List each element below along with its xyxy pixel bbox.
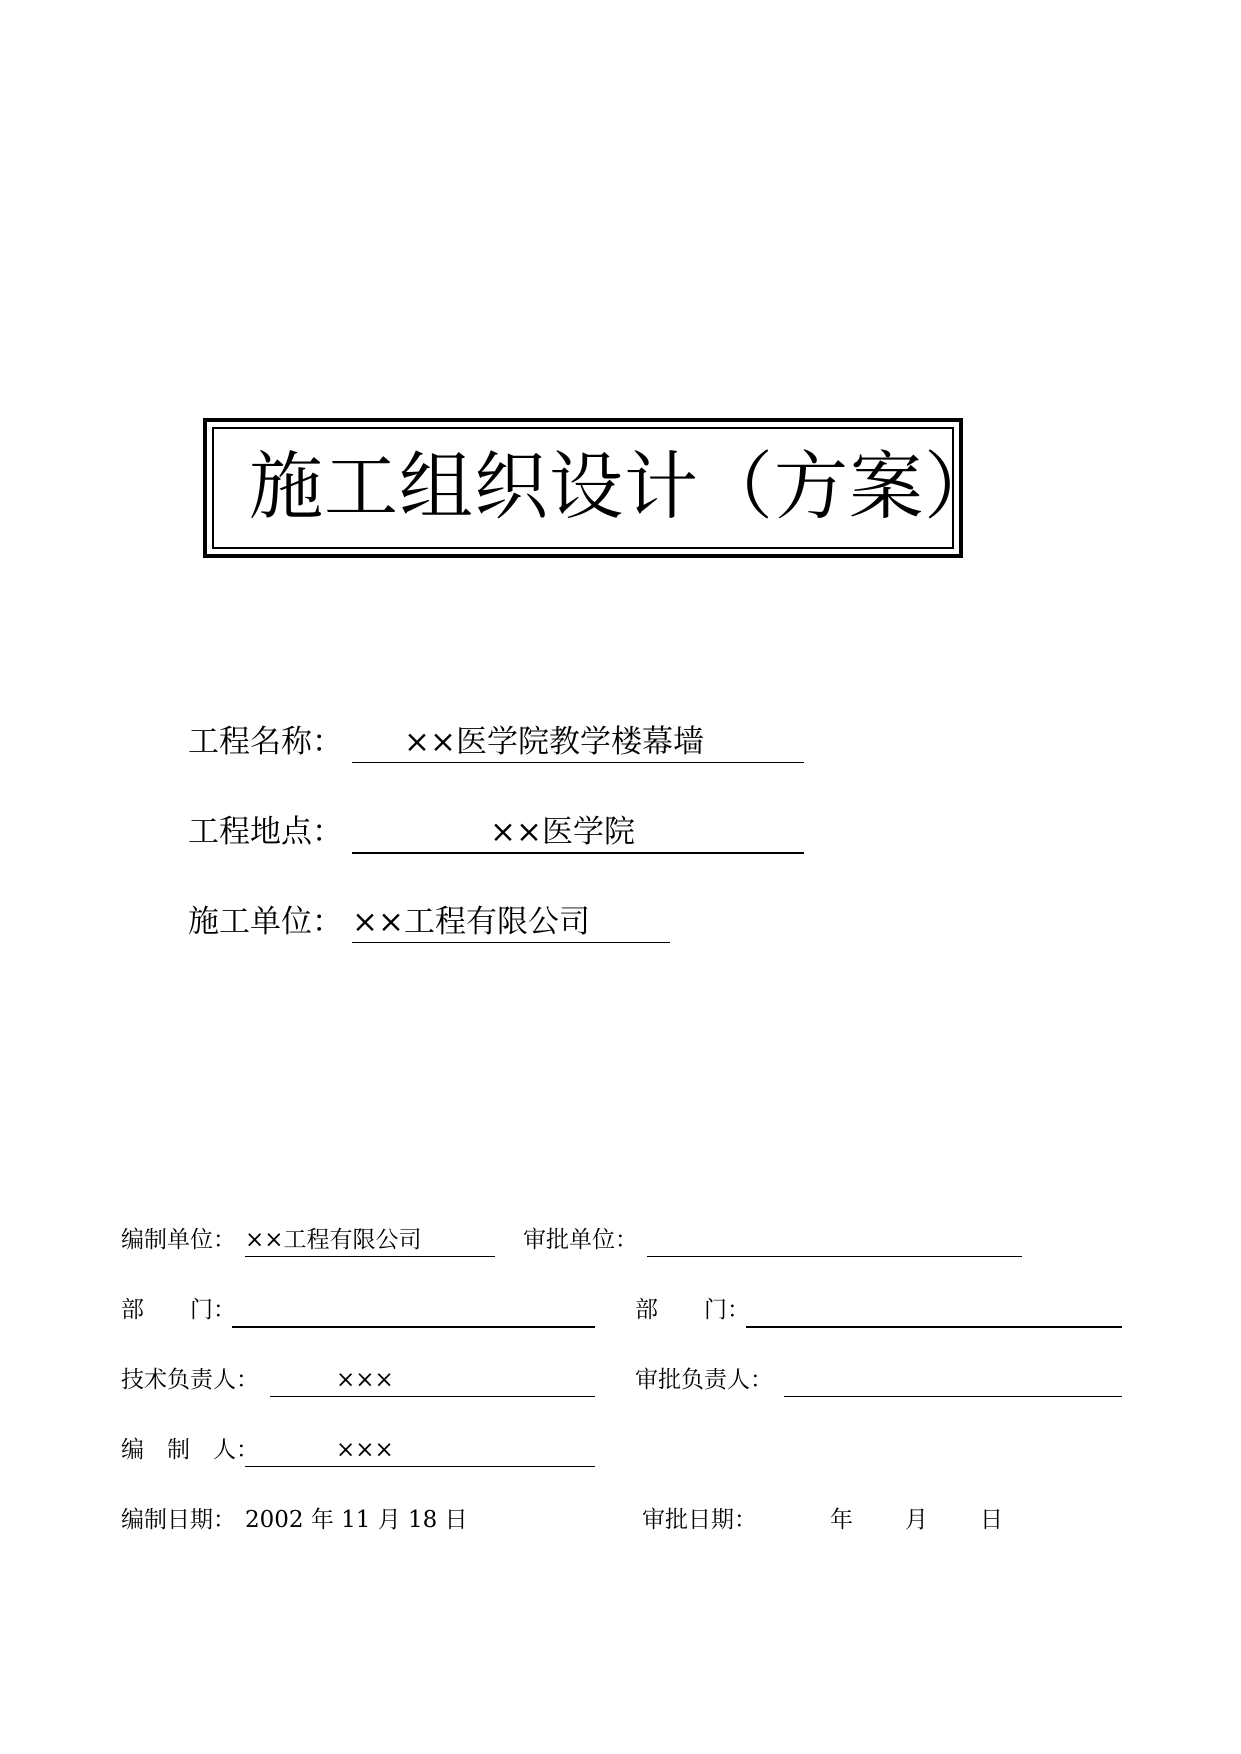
prep-unit-underline: [245, 1256, 495, 1257]
project-name-label: 工程名称：: [188, 724, 343, 760]
contractor-value: ××工程有限公司: [352, 904, 590, 940]
tech-lead-label: 技术负责人：: [121, 1367, 259, 1393]
dept-label-left: 部 门：: [121, 1297, 236, 1323]
prep-date-value: 2002 年 11 月 18 日: [245, 1507, 468, 1533]
approve-date-year: 年: [830, 1507, 853, 1533]
approve-lead-label: 审批负责人：: [635, 1367, 773, 1393]
approve-date-day: 日: [980, 1507, 1003, 1533]
project-location-row: [188, 812, 635, 852]
dept-label-right: 部 门：: [635, 1297, 750, 1323]
title-box: [203, 418, 999, 558]
document-title: 施工组织设计（方案）: [249, 444, 999, 530]
approve-lead-underline: [784, 1396, 1122, 1397]
dept-left-underline: [232, 1326, 595, 1328]
preparer-underline: [245, 1466, 595, 1467]
dept-right-underline: [746, 1326, 1122, 1328]
contractor-label: 施工单位：: [188, 904, 343, 940]
prep-unit-value: ××工程有限公司: [245, 1227, 422, 1253]
project-location-field: [352, 812, 804, 854]
approve-unit-underline: [647, 1256, 1022, 1257]
contractor-row: [188, 902, 590, 942]
project-location-label: 工程地点：: [188, 814, 343, 850]
project-name-value: ××医学院教学楼幕墙: [404, 724, 704, 760]
prep-date-label: 编制日期：: [121, 1507, 236, 1533]
contractor-field: [352, 902, 670, 943]
approve-date-label: 审批日期：: [642, 1507, 757, 1533]
project-name-field: [352, 722, 804, 763]
preparer-value: ×××: [336, 1437, 394, 1463]
preparer-label: 编 制 人：: [121, 1437, 259, 1463]
project-location-value: ××医学院: [490, 814, 635, 850]
approve-date-month: 月: [905, 1507, 928, 1533]
project-name-row: [188, 722, 704, 762]
tech-lead-value: ×××: [336, 1367, 394, 1393]
tech-lead-underline: [270, 1396, 595, 1397]
prep-unit-label: 编制单位：: [121, 1227, 236, 1253]
approve-unit-label: 审批单位：: [523, 1227, 638, 1253]
